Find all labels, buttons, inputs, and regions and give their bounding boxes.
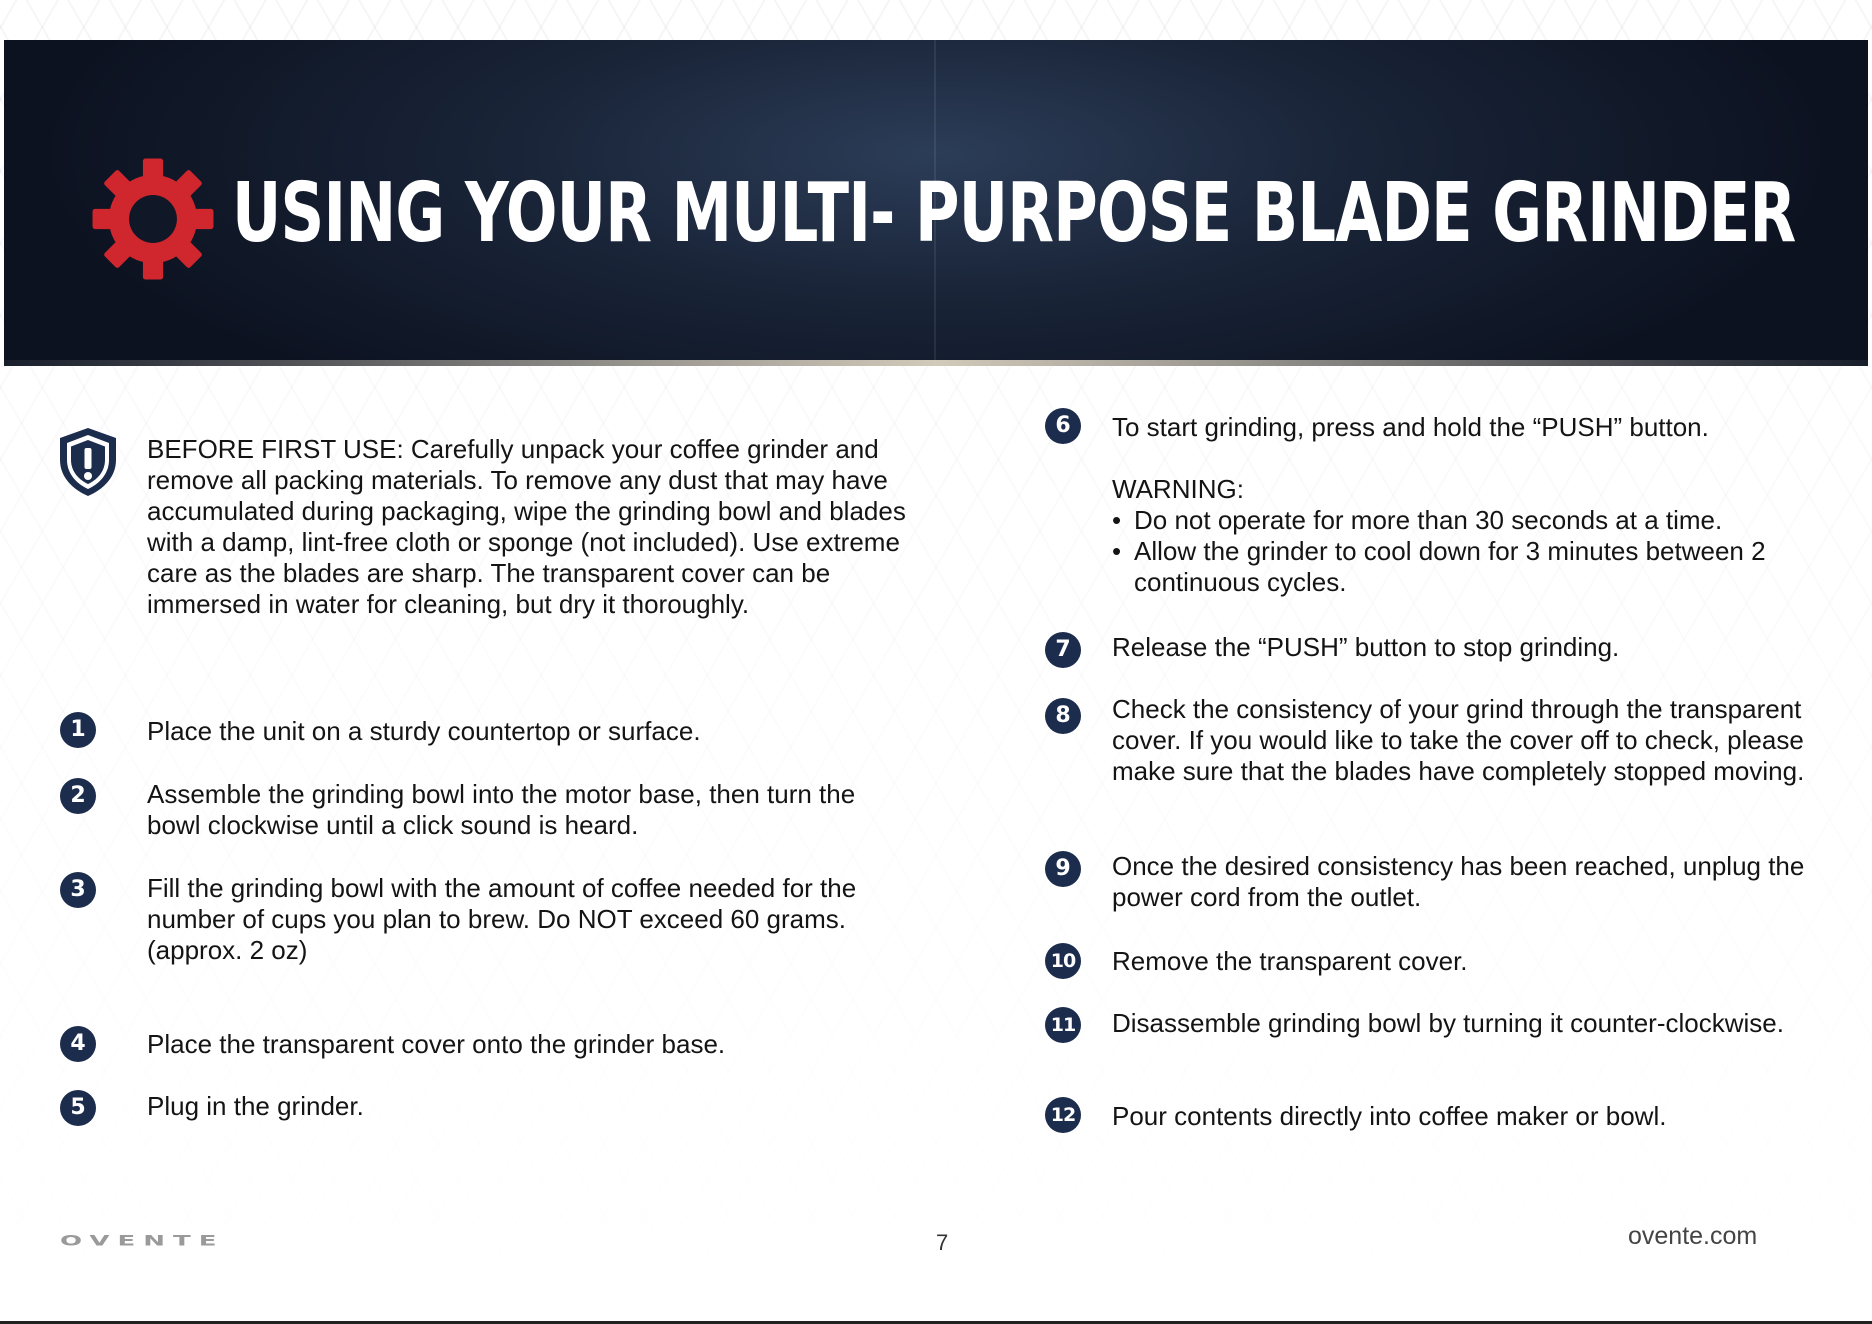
step-12-text: Pour contents directly into coffee maker or bowl. xyxy=(1112,1101,1667,1131)
step-3-note: (approx. 2 oz) xyxy=(147,935,308,965)
step-8-text: Check the consistency of your grind through the transparent cover. If you would like to take the cover off to check, please make sure that the blades have completely stopped moving. xyxy=(1112,694,1805,786)
gear-icon xyxy=(90,156,216,282)
warning-block xyxy=(1112,474,1857,598)
step-number-11: 11 xyxy=(1045,1007,1081,1043)
brand-logo: OVENTE xyxy=(60,1233,225,1250)
step-number-7: 7 xyxy=(1045,632,1081,668)
step-4-text: Place the transparent cover onto the grinder base. xyxy=(147,1029,726,1059)
warning-heading: WARNING: xyxy=(1112,474,1244,504)
step-2-text: Assemble the grinding bowl into the motor base, then turn the bowl clockwise until a click sound is heard. xyxy=(147,779,856,840)
step-number-3: 3 xyxy=(60,872,96,908)
warning-item: • Do not operate for more than 30 seconds at a time. xyxy=(1112,505,1857,536)
step-6-text: To start grinding, press and hold the “PUSH” button. xyxy=(1112,412,1709,442)
shield-icon xyxy=(56,426,120,498)
step-number-10: 10 xyxy=(1045,943,1081,979)
step-3-text: Fill the grinding bowl with the amount of coffee needed for the number of cups you plan to brew. Do NOT exceed 60 grams. xyxy=(147,873,857,934)
step-3-block xyxy=(147,873,917,966)
step-number-9: 9 xyxy=(1045,851,1081,887)
step-number-8: 8 xyxy=(1045,698,1081,734)
step-number-5: 5 xyxy=(60,1090,96,1126)
before-first-use-text: BEFORE FIRST USE: Carefully unpack your coffee grinder and remove all packing materials. To remove any dust that may have accumulated during packaging, wipe the grinding bowl and blades with a damp, lint-free cloth or sponge (not included). Use extreme care as the blades are sharp. The transparent cover can be immersed in water for cleaning, but dry it thoroughly. xyxy=(147,434,906,619)
step-number-6: 6 xyxy=(1045,408,1081,444)
step-7-text: Release the “PUSH” button to stop grinding. xyxy=(1112,632,1620,662)
step-10-text: Remove the transparent cover. xyxy=(1112,946,1468,976)
banner-glow xyxy=(4,360,1868,366)
step-5-text: Plug in the grinder. xyxy=(147,1091,364,1121)
step-number-12: 12 xyxy=(1045,1097,1081,1133)
warning-item: • Allow the grinder to cool down for 3 minutes between 2 continuous cycles. xyxy=(1112,536,1857,598)
step-number-4: 4 xyxy=(60,1026,96,1062)
step-number-1: 1 xyxy=(60,712,96,748)
page-number: 7 xyxy=(936,1230,949,1255)
website-text: ovente.com xyxy=(1628,1222,1758,1250)
step-11-text: Disassemble grinding bowl by turning it counter-clockwise. xyxy=(1112,1008,1784,1038)
step-1-text: Place the unit on a sturdy countertop or surface. xyxy=(147,716,701,746)
step-9-text: Once the desired consistency has been reached, unplug the power cord from the outlet. xyxy=(1112,851,1805,912)
page-title: USING YOUR MULTI- PURPOSE BLADE GRINDER xyxy=(232,166,1796,261)
step-number-2: 2 xyxy=(60,778,96,814)
warning-list xyxy=(1112,505,1857,598)
